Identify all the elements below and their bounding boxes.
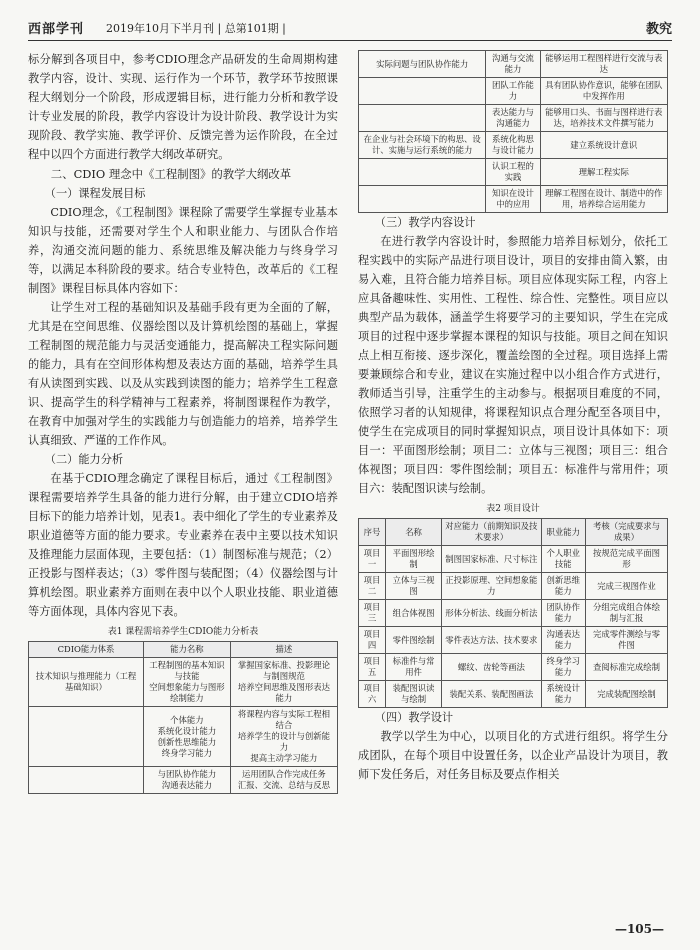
table-cell: 个体能力 系统化设计能力 创新性思维能力 终身学习能力 [143,707,230,767]
table-cell: 螺纹、齿轮等画法 [442,654,541,681]
table-row [29,707,338,767]
table-cell: 装配图识读与绘制 [386,681,442,708]
table-row [359,654,668,681]
table2-header: 考核（完成要求与成果） [586,519,668,546]
table-cell: 终身学习能力 [541,654,585,681]
table-cell: 知识在设计中的应用 [486,186,540,213]
table-cell: 系统设计能力 [541,681,585,708]
table2-header: 对应能力（前期知识及技术要求） [442,519,541,546]
table-cell: 实际问题与团队协作能力 [359,51,486,78]
paragraph-goals-detail: 让学生对工程的基础知识及基础手段有更为全面的了解，尤其是在空间思维、仪器绘图以及计算机绘图的基础上，掌握工程制图的规范能力与灵活变通能力，提高解决工程实际问题的能力，具有在空间形体构想及表达方面的基础，培养学生具有从读图到实践、以及从实践到读图的能力；培养学生工程意识、提高学生的科学精神与工程素养，将制图课程作为教学，在教育中加强对学生的实践能力与创造能力的培养，培养学生认真细致、严谨的工作作风。 [28,301,338,447]
subheading-goals: （一）课程发展目标 [44,187,146,200]
table-cell: 表达能力与沟通能力 [486,105,540,132]
table-cell: 立体与三视图 [386,573,442,600]
table-cell: 建立系统设计意识 [540,132,667,159]
table-row [359,105,668,132]
left-column [28,50,338,794]
page-header [28,14,672,41]
table-cell: 查阅标准完成绘制 [586,654,668,681]
issue-info: 2019年10月下半月刊 | 总第101期 | [106,22,286,35]
table-cell [359,78,486,105]
table-cell: 工程制图的基本知识与技能 空间想象能力与图形绘制能力 [143,658,230,707]
section-heading: 二、CDIO 理念中《工程制图》的教学大纲改革 [50,167,292,181]
table1-header: 能力名称 [143,642,230,658]
table1-header: CDIO能力体系 [29,642,144,658]
table-cell: 零件表达方法、技术要求 [442,627,541,654]
table-row [359,159,668,186]
table-cell: 技术知识与推理能力（工程基础知识） [29,658,144,707]
table-cell: 理解工程图在设计、制造中的作用，培养综合运用能力 [540,186,667,213]
table-cell: 将课程内容与实际工程相结合 培养学生的设计与创新能力 提高主动学习能力 [230,707,337,767]
table-row [359,627,668,654]
table-cell: 项目二 [359,573,386,600]
table-row [359,186,668,213]
table2-header: 序号 [359,519,386,546]
table-row [359,51,668,78]
table-cell: 完成三视图作业 [586,573,668,600]
table2-header: 职业能力 [541,519,585,546]
table-row [29,658,338,707]
table-cell: 平面图形绘制 [386,546,442,573]
table-row [29,767,338,794]
table-cell: 零件图绘制 [386,627,442,654]
table-row [359,546,668,573]
table2-caption: 表2 项目设计 [486,504,540,514]
table-cell: 团队工作能力 [486,78,540,105]
table-cell: 完成零件测绘与零件图 [586,627,668,654]
table-cell: 沟通表达能力 [541,627,585,654]
table-row [359,600,668,627]
table-cell: 具有团队协作意识，能够在团队中发挥作用 [540,78,667,105]
paragraph-teaching-design: 教学以学生为中心，以项目化的方式进行组织。将学生分成团队，在每个项目中设置任务，以企业产品设计为项目，教师下发任务后，对任务目标及要点作相关 [358,730,668,781]
table-cell [359,105,486,132]
table-ability-analysis [28,641,338,794]
table-cell: 项目四 [359,627,386,654]
paragraph-ability: 在基于CDIO理念确定了课程目标后，通过《工程制图》课程需要培养学生具备的能力进行分解，由于建立CDIO培养目标下的能力培养计划，见表1。表中细化了学生的专业素养及职业道德等方面的能力要求。专业素养在表中主要以技术知识及推理能力层面体现，主要包括：（1）制图标准与规范；（2）正投影与图样表达；（3）零件图与装配图；（4）仪器绘图与计算机绘图。职业素养方面则在表中以个人职业技能、职业道德等方面体现，具体内容见下表。 [28,472,338,618]
table-cell: 项目一 [359,546,386,573]
table-row [359,132,668,159]
table-row [359,573,668,600]
table-cell: 组合体视图 [386,600,442,627]
table-cell: 在企业与社会环境下的构思、设计、实施与运行系统的能力 [359,132,486,159]
table-cell: 掌握国家标准、投影理论与制图规范 培养空间思维及图形表达能力 [230,658,337,707]
section-name: 教究 [645,22,672,37]
table-cell: 能够运用工程图样进行交流与表达 [540,51,667,78]
page-number: —105— [614,922,664,936]
paragraph-goals: CDIO理念，《工程制图》课程除了需要学生掌握专业基本知识与技能，还需要对学生个人和职业能力、与团队合作培养，沟通交流问题的能力、系统思维及解决能力与终身学习等，以满足本科阶段的要求。结合专业特色，改革后的《工程制图》课程目标具体内容如下： [28,206,338,295]
table-row [359,681,668,708]
table-cell: 创新思维能力 [541,573,585,600]
table-cell: 制图国家标准、尺寸标注 [442,546,541,573]
table-cell [29,767,144,794]
right-column [358,50,668,784]
paragraph-content-design: 在进行教学内容设计时，参照能力培养目标划分，依托工程实践中的实际产品进行项目设计，项目的安排由简入繁，由易入难，且符合能力培养目标。项目应体现实际工程，内容上应具备趣味性、实用性、工程性、综合性、完整性。项目应以典型产品为载体，涵盖学生将要学习的主要知识，学生在完成项目的过程中逐步掌握本课程的知识与技能。项目之间在知识点上相互衔接、逐步深化，覆盖绘图的全过程。项目选择上需要兼顾综合和专业，建议在实施过程中以小组合作方式进行，教师适当引导，注重学生的主动参与。根据项目难度的不同，依照学习者的认知规律，将课程知识点合理分配至各项目中，使学生在完成项目的同时掌握知识点，项目设计具体如下：项目一：平面图形绘制；项目二：立体与三视图；项目三：组合体视图；项目四：零件图绘制；项目五：标准件与常用件；项目六：装配图识读与绘制。 [358,235,668,495]
table-cell: 项目六 [359,681,386,708]
table-cell: 正投影原理、空间想象能力 [442,573,541,600]
table1-caption: 表1 课程需培养学生CDIO能力分析表 [107,627,259,637]
table-cell: 形体分析法、线面分析法 [442,600,541,627]
subheading-teaching-design: （四）教学设计 [374,711,454,724]
table-cell: 完成装配图绘制 [586,681,668,708]
table-cell [29,707,144,767]
table-project-design [358,518,668,708]
table-cell: 认识工程的实践 [486,159,540,186]
table-row [359,78,668,105]
table-cell [359,186,486,213]
subheading-content-design: （三）教学内容设计 [374,216,476,229]
table-cell: 与团队协作能力 沟通表达能力 [143,767,230,794]
table-cell: 项目五 [359,654,386,681]
subheading-ability: （二）能力分析 [44,453,124,466]
table-cell: 个人职业技能 [541,546,585,573]
table-cell: 能够用口头、书面与图样进行表达，培养技术文件撰写能力 [540,105,667,132]
journal-name: 西部学刊 [28,22,85,37]
table-cell: 标准件与常用件 [386,654,442,681]
table-cell: 项目三 [359,600,386,627]
table-ability-continued [358,50,668,213]
table-cell: 运用团队合作完成任务 汇报、交流、总结与反思 [230,767,337,794]
table-cell: 按规范完成平面图形 [586,546,668,573]
table2-header: 名称 [386,519,442,546]
table-cell: 分组完成组合体绘制与汇报 [586,600,668,627]
table-cell: 团队协作能力 [541,600,585,627]
table-cell: 沟通与交流能力 [486,51,540,78]
table1-header: 描述 [230,642,337,658]
table-cell: 装配关系、装配图画法 [442,681,541,708]
intro-paragraph: 标分解到各项目中，参考CDIO理念产品研发的生命周期构建教学内容，设计、实现、运行作为一个环节，教学环节按照课程大纲划分一个阶段，形成逻辑目标，进行能力分析和教学设计专业发展的阶段，教学内容设计为设计阶段、教学设计为实现阶段、教学实施、教学评价、反馈完善为运作阶段，在全过程中以四个方面进行教学大纲改革研究。 [28,53,338,161]
table-cell: 理解工程实际 [540,159,667,186]
table-cell [359,159,486,186]
table-cell: 系统化构思与设计能力 [486,132,540,159]
